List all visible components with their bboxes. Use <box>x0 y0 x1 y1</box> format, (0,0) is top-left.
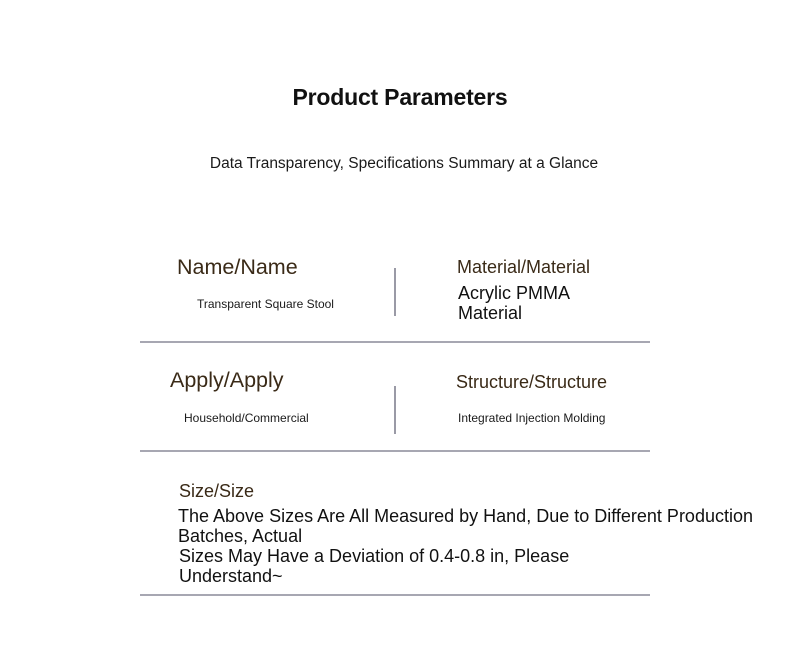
size-label: Size/Size <box>179 481 255 501</box>
row3-separator <box>140 594 650 596</box>
row1-divider <box>394 268 396 316</box>
material-value-line2: Material <box>458 303 523 323</box>
name-label: Name/Name <box>177 255 298 279</box>
page-title: Product Parameters <box>292 84 508 110</box>
material-label: Material/Material <box>457 257 591 277</box>
size-note-line4: Understand~ <box>179 566 283 586</box>
apply-label: Apply/Apply <box>170 368 284 392</box>
name-value: Transparent Square Stool <box>197 297 334 311</box>
apply-value: Household/Commercial <box>184 411 309 425</box>
size-note-line3: Sizes May Have a Deviation of 0.4-0.8 in, Please <box>179 546 570 566</box>
row2-divider <box>394 386 396 434</box>
size-note-line1: The Above Sizes Are All Measured by Hand, Due to Different Production <box>178 506 753 526</box>
size-note-line2: Batches, Actual <box>178 526 303 546</box>
structure-label: Structure/Structure <box>456 372 608 392</box>
material-value-line1: Acrylic PMMA <box>458 283 570 303</box>
page-subtitle: Data Transparency, Specifications Summary at a Glance <box>209 155 599 172</box>
structure-value: Integrated Injection Molding <box>458 411 606 425</box>
row1-separator <box>140 341 650 343</box>
row2-separator <box>140 450 650 452</box>
